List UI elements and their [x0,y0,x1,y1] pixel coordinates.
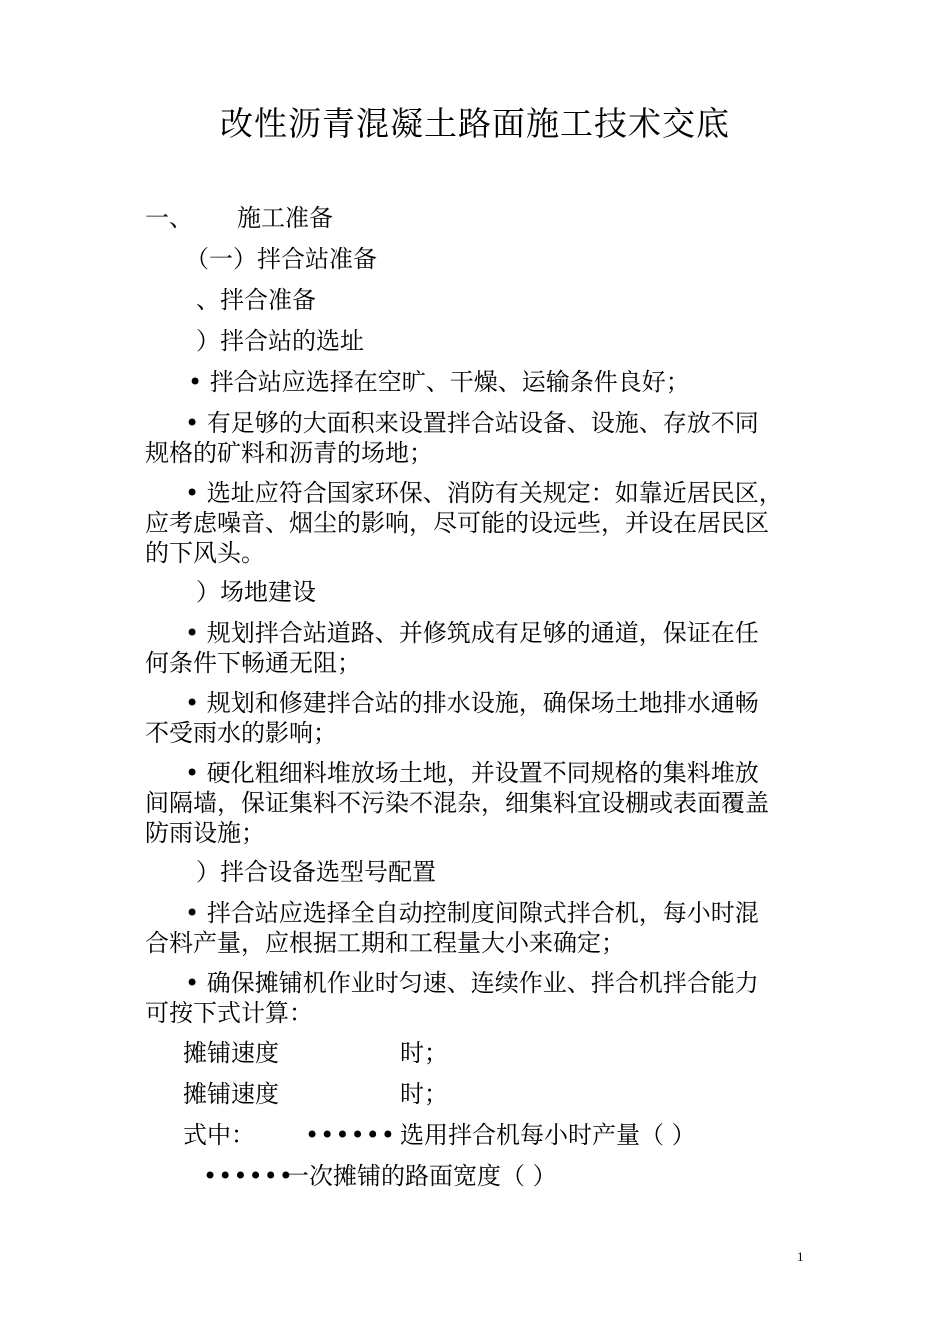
bullet-line: 不受雨水的影响； [145,719,337,747]
bullet-build-1 [145,618,820,678]
formula-row-1-unit: 时； [400,1039,448,1067]
bullet-line: • 规划拌合站道路、并修筑成有足够的通道，保证在任 [185,619,759,647]
bullet-line: • 选址应符合国家环保、消防有关规定：如靠近居民区， [185,479,783,507]
bullet-line: • 拌合站应选择全自动控制度间隙式拌合机，每小时混 [185,899,759,927]
bullet-equip-1 [145,898,820,958]
subsection-heading: （一）拌合站准备 [185,245,377,273]
bullet-line: 防雨设施； [145,819,265,847]
formula-where-text: 选用拌合机每小时产量（ ） [400,1121,696,1149]
document-title: 改性沥青混凝土路面施工技术交底 [220,104,730,143]
bullet-build-2 [145,688,820,748]
item-heading: 、拌合准备 [196,286,316,314]
bullet-line: • 确保摊铺机作业时匀速、连续作业、拌合机拌合能力 [185,969,759,997]
bullet-line: 合料产量，应根据工期和工程量大小来确定； [145,929,625,957]
bullet-build-3 [145,758,820,848]
page-number: 1 [797,1249,804,1264]
bullet-line: 应考虑噪音、烟尘的影响，尽可能的设远些，并设在居民区 [145,509,769,537]
formula-row-2-label: 摊铺速度 [183,1080,279,1108]
bullet-line: • 硬化粗细料堆放场土地，并设置不同规格的集料堆放 [185,759,759,787]
formula-row-1-label: 摊铺速度 [183,1039,279,1067]
formula-width-text: 一次摊铺的路面宽度（ ） [285,1162,557,1190]
formula-row-2-unit: 时； [400,1080,448,1108]
bullet-line: 间隔墙，保证集料不污染不混杂，细集料宜设棚或表面覆盖 [145,789,769,817]
bullet-site-3 [145,478,820,568]
section-heading-text: 施工准备 [237,204,333,232]
subitem-heading-equip: ）拌合设备选型号配置 [196,858,436,886]
formula-where-label: 式中： [183,1121,255,1149]
section-heading-1 [145,203,333,233]
bullet-equip-2 [145,968,820,1028]
section-number: 一、 [145,204,193,232]
bullet-line: 何条件下畅通无阻； [145,649,361,677]
subitem-heading-site: ）拌合站的选址 [196,327,364,355]
bullet-line: • 规划和修建拌合站的排水设施，确保场土地排水通畅 [185,689,759,717]
bullet-line: 规格的矿料和沥青的场地； [145,439,433,467]
subitem-heading-build: ）场地建设 [196,578,316,606]
bullet-line: 的下风头。 [145,539,265,567]
bullet-line: • 有足够的大面积来设置拌合站设备、设施、存放不同 [185,409,759,437]
bullet-line: 可按下式计算： [145,999,313,1027]
formula-where-dots: •••••• [305,1121,396,1149]
bullet-site-2 [145,408,820,468]
bullet-site-1: • 拌合站应选择在空旷、干燥、运输条件良好； [188,368,690,396]
formula-width-dots: •••••• [203,1162,294,1190]
